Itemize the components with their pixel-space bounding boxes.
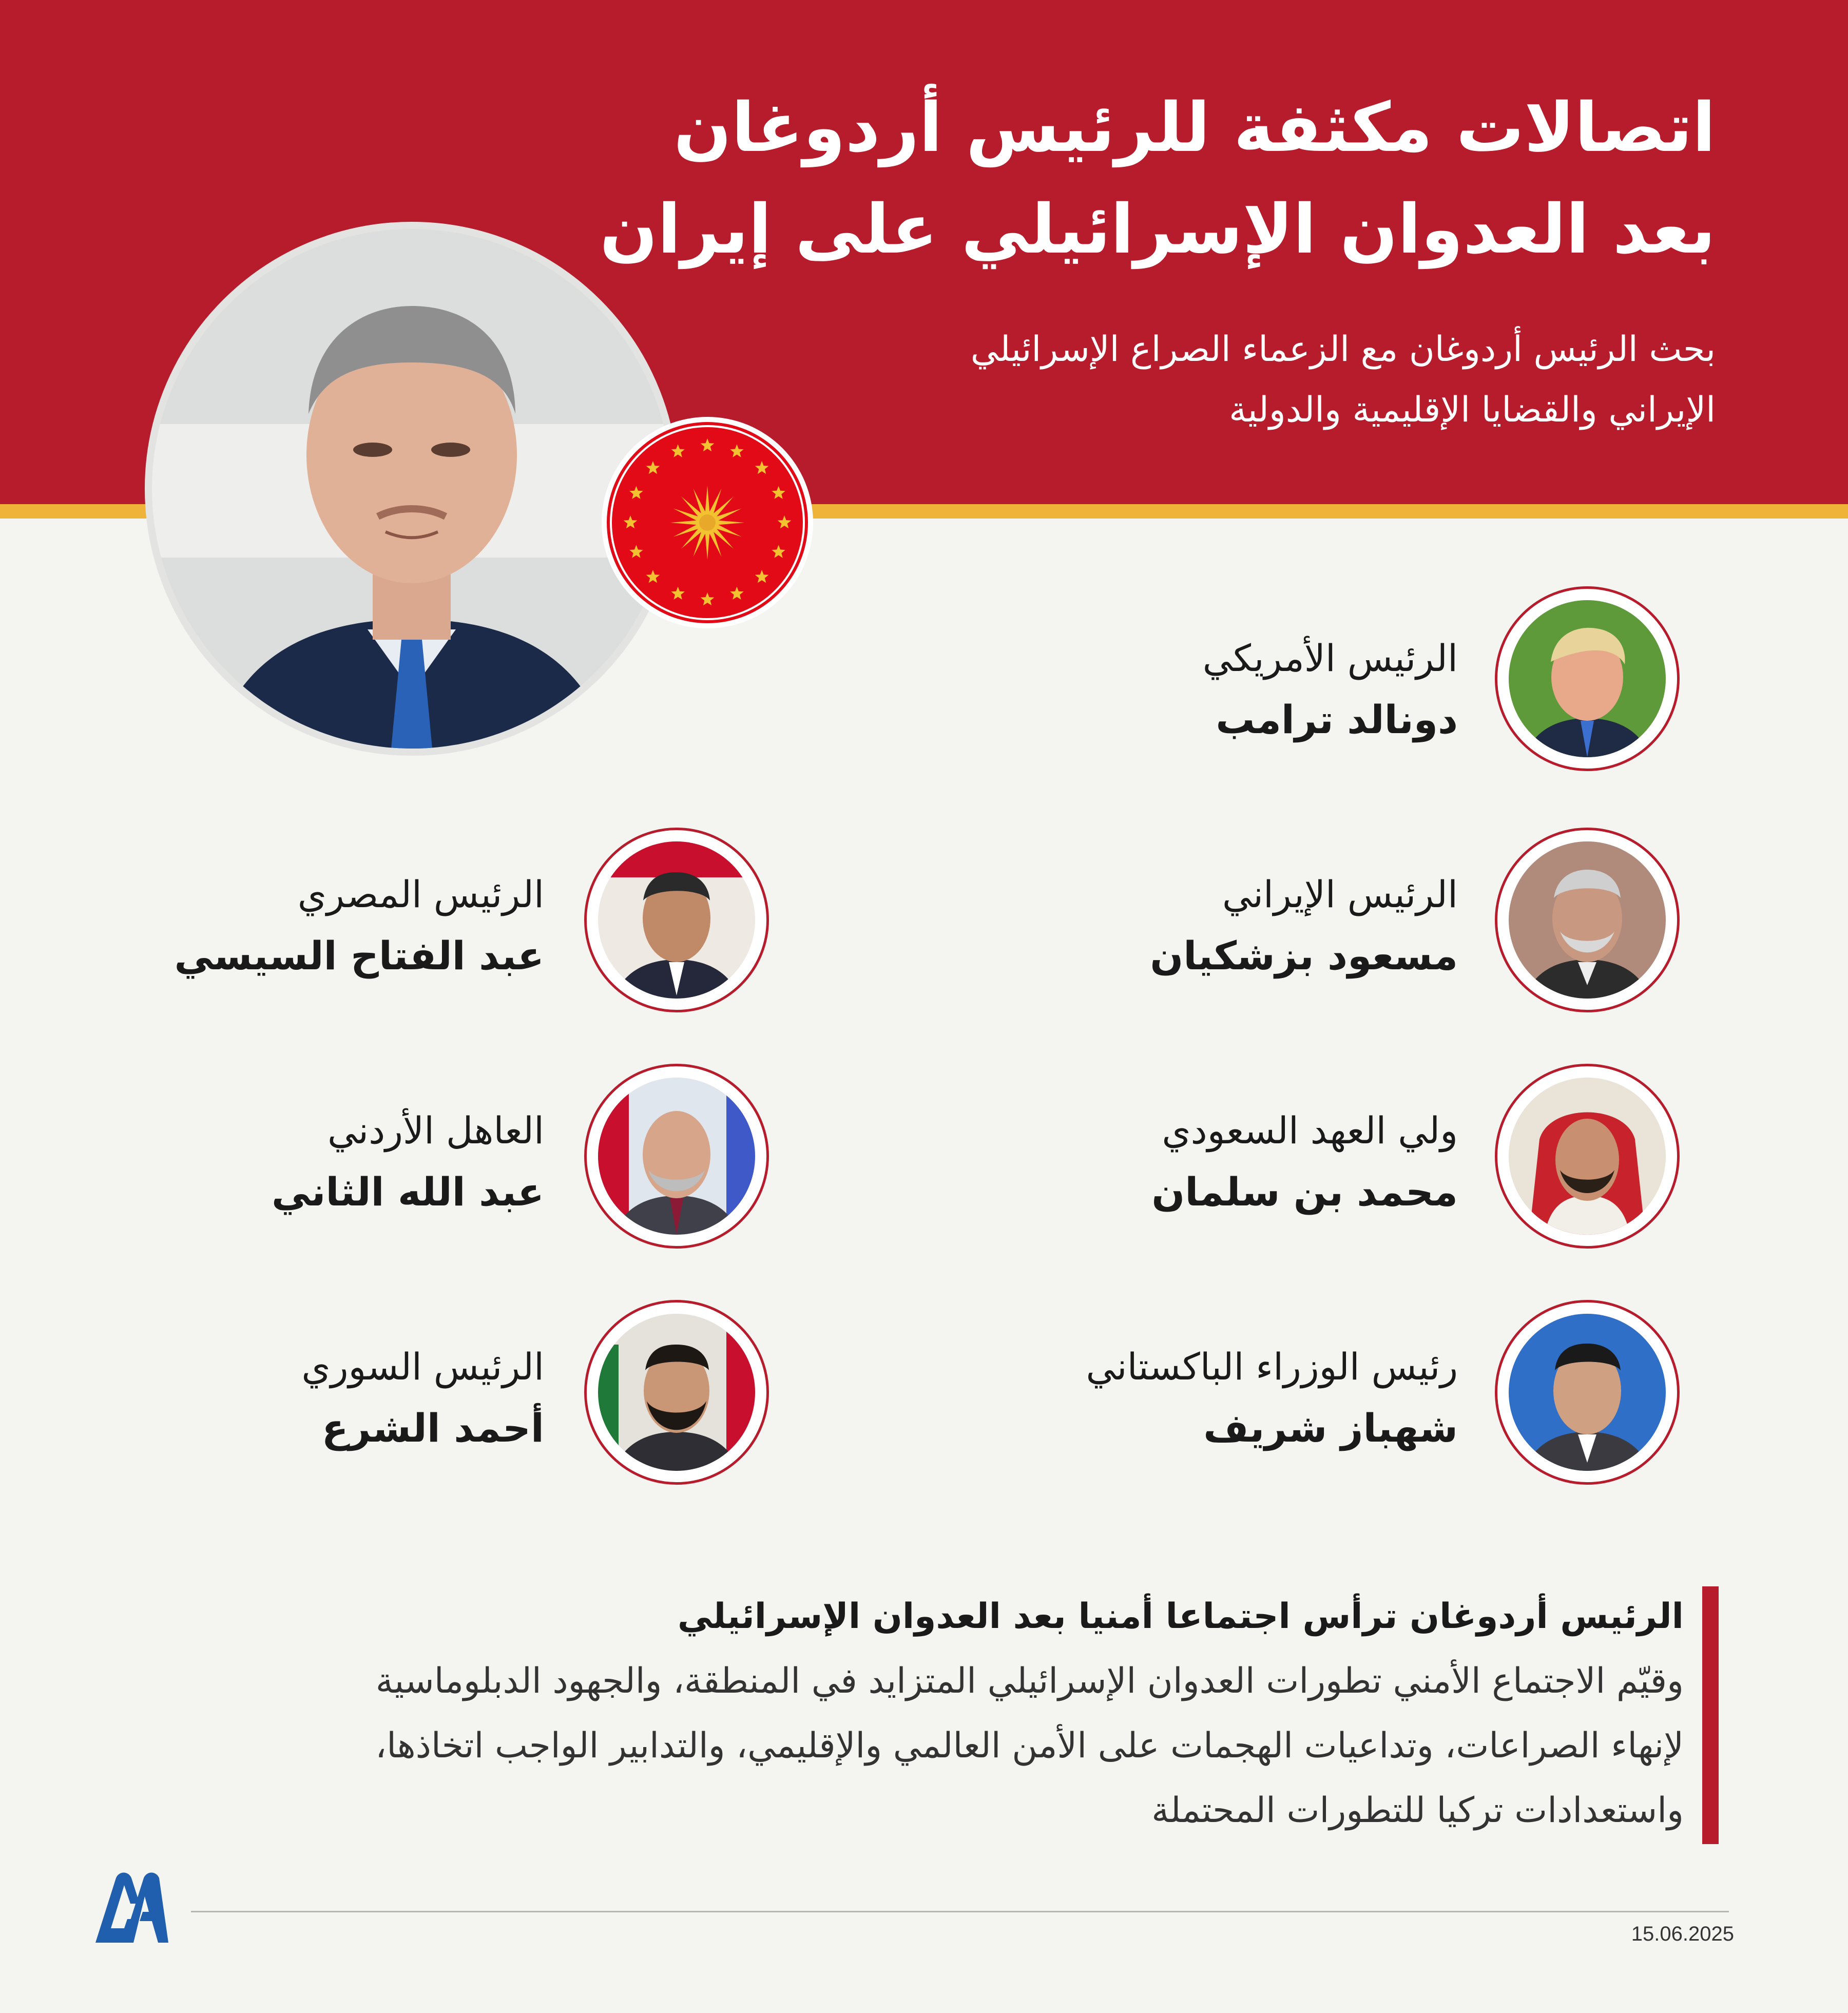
leader-photo xyxy=(584,828,769,1012)
leader-name-pezeshkian: مسعود بزشكيان xyxy=(1150,933,1458,979)
news-block xyxy=(257,1584,1684,1843)
publish-date: 15.06.2025 xyxy=(1631,1923,1734,1945)
leader-name-trump: دونالد ترامب xyxy=(1216,697,1458,742)
news-body-line-3: واستعدادات تركيا للتطورات المحتملة xyxy=(1151,1790,1684,1831)
news-body-line-1: وقيّم الاجتماع الأمني تطورات العدوان الإسرائيلي المتزايد في المنطقة، والجهود الدبلوماسية xyxy=(375,1661,1684,1701)
news-body xyxy=(257,1649,1684,1843)
leader-role-sharaa: الرئيس السوري xyxy=(301,1345,544,1388)
title-line-2: بعد العدوان الإسرائيلي على إيران xyxy=(600,190,1716,269)
leader-name-sisi: عبد الفتاح السيسي xyxy=(174,933,544,979)
leader-name-mbs: محمد بن سلمان xyxy=(1151,1169,1458,1215)
leader-name-sharaa: أحمد الشرع xyxy=(321,1405,544,1451)
leader-role-sharif: رئيس الوزراء الباكستاني xyxy=(1086,1345,1458,1388)
leader-photo xyxy=(1495,1300,1680,1485)
leader-role-abdullah: العاهل الأردني xyxy=(328,1109,544,1152)
page-title xyxy=(535,77,1716,280)
leader-photo xyxy=(584,1064,769,1249)
leader-role-pezeshkian: الرئيس الإيراني xyxy=(1222,873,1458,916)
leader-photo xyxy=(1495,828,1680,1012)
title-line-1: اتصالات مكثفة للرئيس أردوغان xyxy=(673,88,1716,167)
leader-name-sharif: شهباز شريف xyxy=(1203,1405,1458,1451)
subtitle-line-1: بحث الرئيس أردوغان مع الزعماء الصراع الإسرائيلي xyxy=(970,329,1716,370)
news-accent-bar xyxy=(1702,1586,1719,1844)
leader-photo xyxy=(584,1300,769,1485)
presidential-seal-icon xyxy=(602,417,813,628)
leader-name-abdullah: عبد الله الثاني xyxy=(271,1169,544,1215)
leader-photo xyxy=(1495,1064,1680,1249)
leader-photo xyxy=(1495,586,1680,771)
leader-role-sisi: الرئيس المصري xyxy=(297,873,544,916)
news-body-line-2: لإنهاء الصراعات، وتداعيات الهجمات على الأمن العالمي والإقليمي، والتدابير الواجب اتخاذها، xyxy=(375,1726,1684,1766)
footer-divider xyxy=(191,1911,1729,1912)
main-portrait xyxy=(145,222,679,756)
news-title: الرئيس أردوغان ترأس اجتماعا أمنيا بعد العدوان الإسرائيلي xyxy=(677,1596,1684,1637)
aa-logo-icon xyxy=(92,1868,169,1947)
leader-role-mbs: ولي العهد السعودي xyxy=(1162,1109,1458,1152)
subtitle-line-2: الإيراني والقضايا الإقليمية والدولية xyxy=(1229,390,1716,430)
leader-role-trump: الرئيس الأمريكي xyxy=(1202,637,1458,680)
portrait-illustration xyxy=(152,229,671,749)
